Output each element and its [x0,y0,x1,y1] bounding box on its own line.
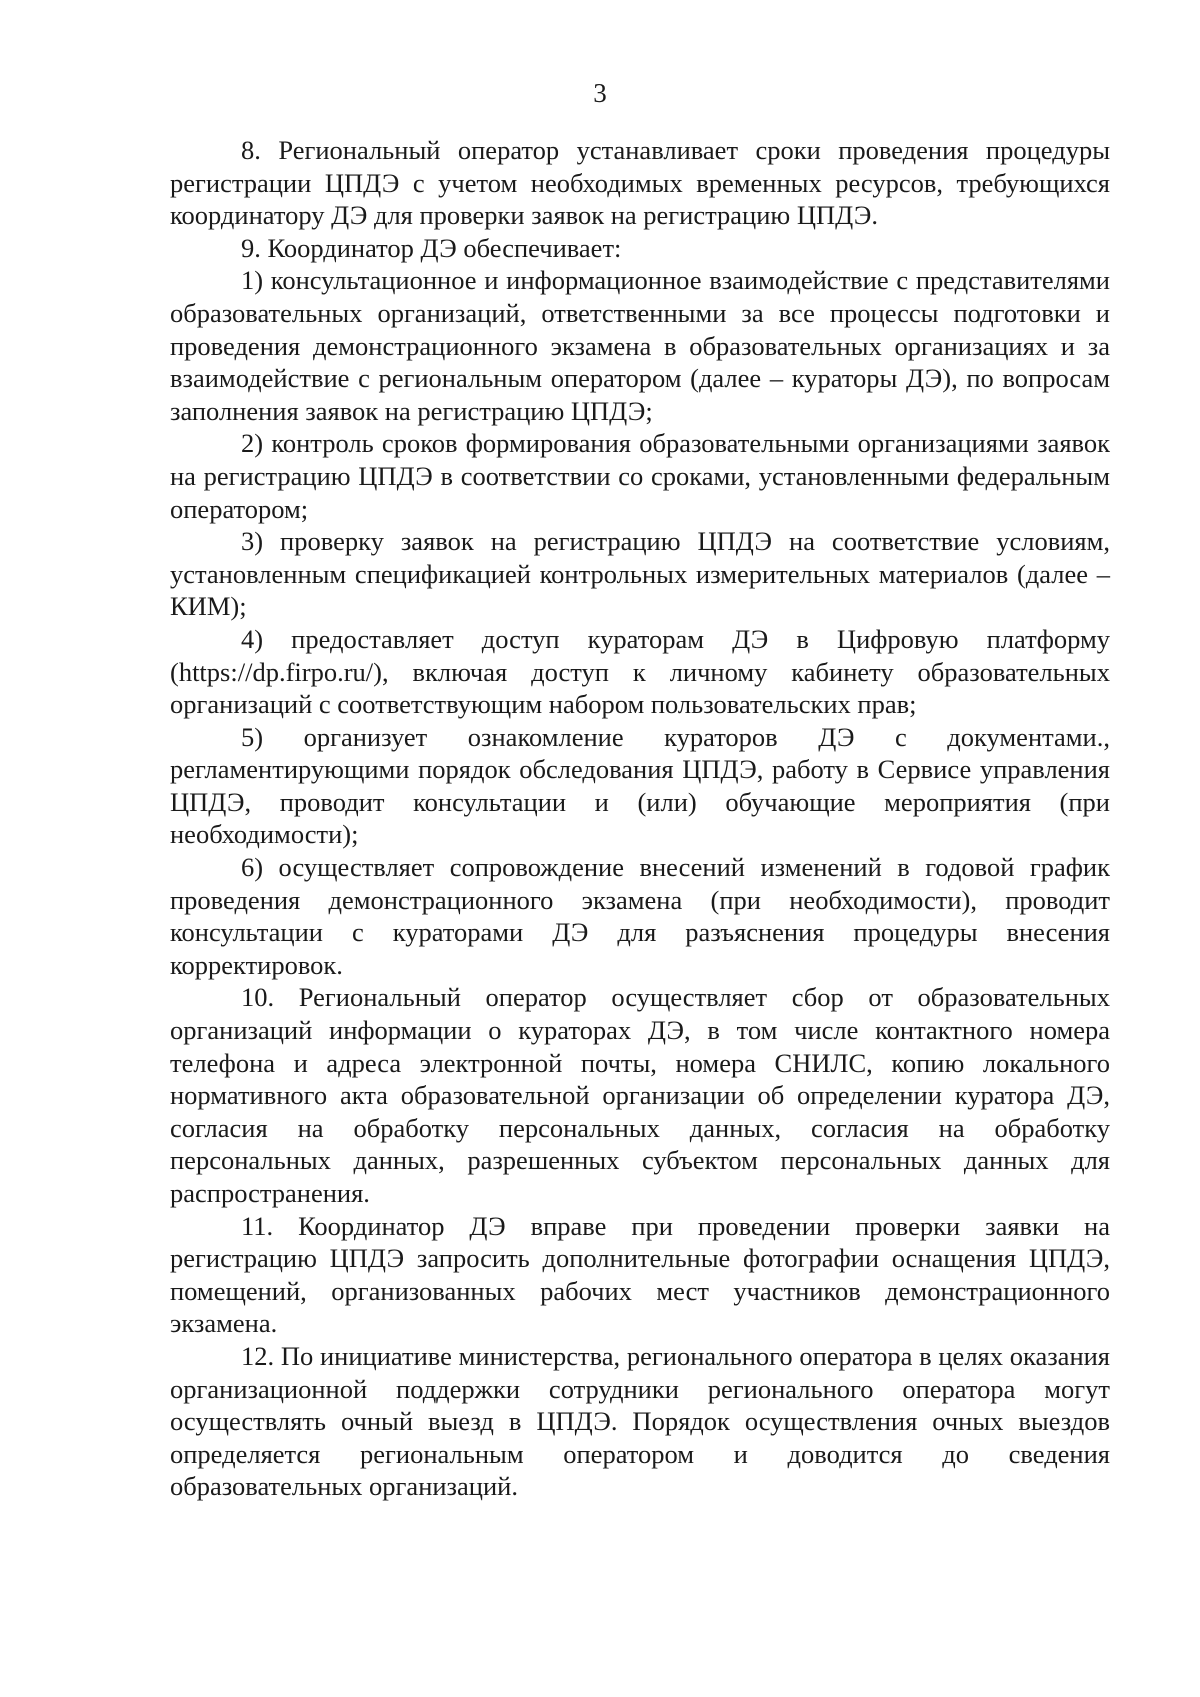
list-item-9-2: 2) контроль сроков формирования образовательными организациями заявок на регистрацию ЦПДЭ в соответствии со сроками, установленными федеральным оператором; [170,428,1110,524]
paragraph-10: 10. Региональный оператор осуществляет сбор от образовательных организаций информации о кураторах ДЭ, в том числе контактного номера телефона и адреса электронной почты, номера СНИЛС, копию локального нормативного акта образовательной организации об определении куратора ДЭ, согласия на обработку персональных данных, согласия на обработку персональных данных, разрешенных субъектом персональных данных для распространения. [170,982,1110,1208]
list-item-9-4: 4) предоставляет доступ кураторам ДЭ в Цифровую платформу (https://dp.firpo.ru/), включая доступ к личному кабинету образовательных организаций с соответствующим набором пользовательских прав; [170,623,1110,720]
page-number: 3 [593,78,607,108]
paragraph-12: 12. По инициативе министерства, регионального оператора в целях оказания организационной поддержки сотрудники регионального оператора могут осуществлять очный выезд в ЦПДЭ. Порядок осуществления очных выездов определяется региональным оператором и доводится до сведения образовательных организаций. [170,1340,1110,1502]
list-item-9-3: 3) проверку заявок на регистрацию ЦПДЭ на соответствие условиям, установленным спецификацией контрольных измерительных материалов (далее – КИМ); [170,526,1110,622]
list-item-9-1: 1) консультационное и информационное взаимодействие с представителями образовательных организаций, ответственными за все процессы подготовки и проведения демонстрационного экзамена в образовательных организациях и за взаимодействие с региональным оператором (далее – кураторы ДЭ), по вопросам заполнения заявок на регистрацию ЦПДЭ; [170,265,1110,426]
paragraph-8: 8. Региональный оператор устанавливает сроки проведения процедуры регистрации ЦПДЭ с учетом необходимых временных ресурсов, требующихся координатору ДЭ для проверки заявок на регистрацию ЦПДЭ. [170,135,1110,231]
paragraph-9: 9. Координатор ДЭ обеспечивает: [241,232,622,263]
document-body [170,134,1110,1503]
list-item-9-6: 6) осуществляет сопровождение внесений изменений в годовой график проведения демонстрационного экзамена (при необходимости), проводит консультации с кураторами ДЭ для разъяснения процедуры внесения корректировок. [170,852,1110,980]
list-item-9-5: 5) организует ознакомление кураторов ДЭ с документами., регламентирующими порядок обследования ЦПДЭ, работу в Сервисе управления ЦПДЭ, проводит консультации и (или) обучающие мероприятия (при необходимости); [170,721,1110,850]
paragraph-11: 11. Координатор ДЭ вправе при проведении проверки заявки на регистрацию ЦПДЭ запросить дополнительные фотографии оснащения ЦПДЭ, помещений, организованных рабочих мест участников демонстрационного экзамена. [170,1210,1110,1339]
